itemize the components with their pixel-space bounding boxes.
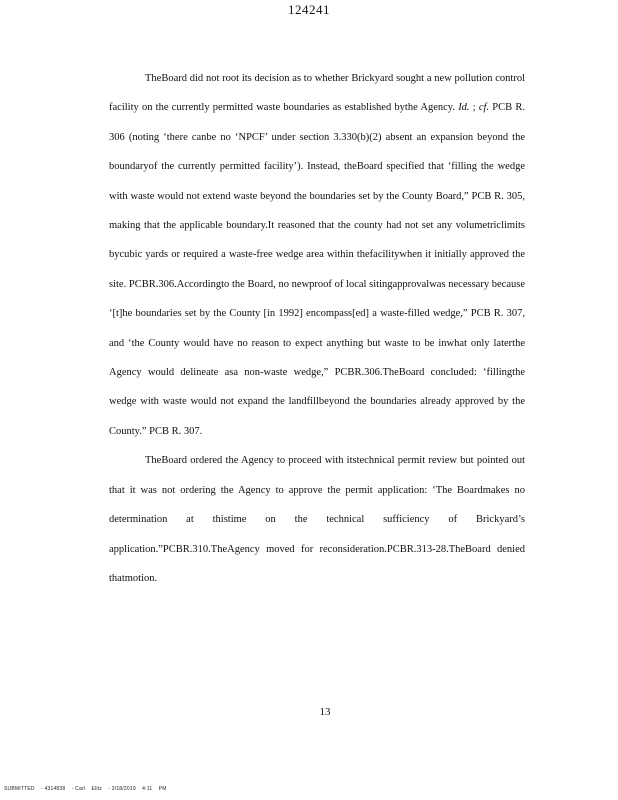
paragraph-2 (109, 446, 525, 593)
text-run: PCB R. 306 (noting ‘there canbe no ‘NPCF’ under section 3.330(b)(2) absent an expansion beyond the boundaryof the currently permitted facility’). Instead, theBoard specified that ‘filling the wedge with waste would not extend waste beyond the boundaries set by the County Board,” PCB R. 305, making that the applicable boundary.It reasoned that the county had not set any volumetriclimits bycubic yards or required a waste-free wedge area within thefacilitywhen it initially approved the site. PCBR.306.Accordingto the Board, no newproof of local sitingapprovalwas necessary because ‘[t]he boundaries set by the County [in 1992] encompass[ed] a waste-filled wedge,” PCB R. 307, and ‘the County would have no reason to expect anything but waste to be inwhat only laterthe Agency would delineate asa non-waste wedge,” PCBR.306.TheBoard concluded: ‘fillingthe wedge with waste would not expand the landfillbeyond the boundaries already approved by the County.” PCB R. 307. (109, 102, 525, 437)
citation-italic: cf. (478, 102, 490, 114)
body-text (109, 64, 525, 593)
page-number: 13 (319, 706, 331, 718)
text-run: TheBoard ordered the Agency to proceed with itstechnical permit review but pointed out that it was not ordering the Agency to approve the permit application: ‘The Boardmakes no determination at thistime on the technical sufficiency of Brickyard’s application.”PCBR.310.TheAgency moved for reconsideration.PCBR.313-28.TheBoard denied thatmotion. (109, 455, 525, 584)
submission-stamp: SUBMITTED - 4314838 - Carl Elitz - 3/18/2019 4:11 PM (4, 786, 167, 792)
text-run: ; (469, 102, 479, 114)
citation-italic: Id. (458, 102, 470, 114)
document-number: 124241 (288, 2, 330, 17)
text-run: TheBoard did not root its decision as to whether Brickyard sought a new pollution control facility on the currently permitted waste boundaries as established bythe Agency. (109, 73, 525, 114)
paragraph-1 (109, 64, 525, 446)
